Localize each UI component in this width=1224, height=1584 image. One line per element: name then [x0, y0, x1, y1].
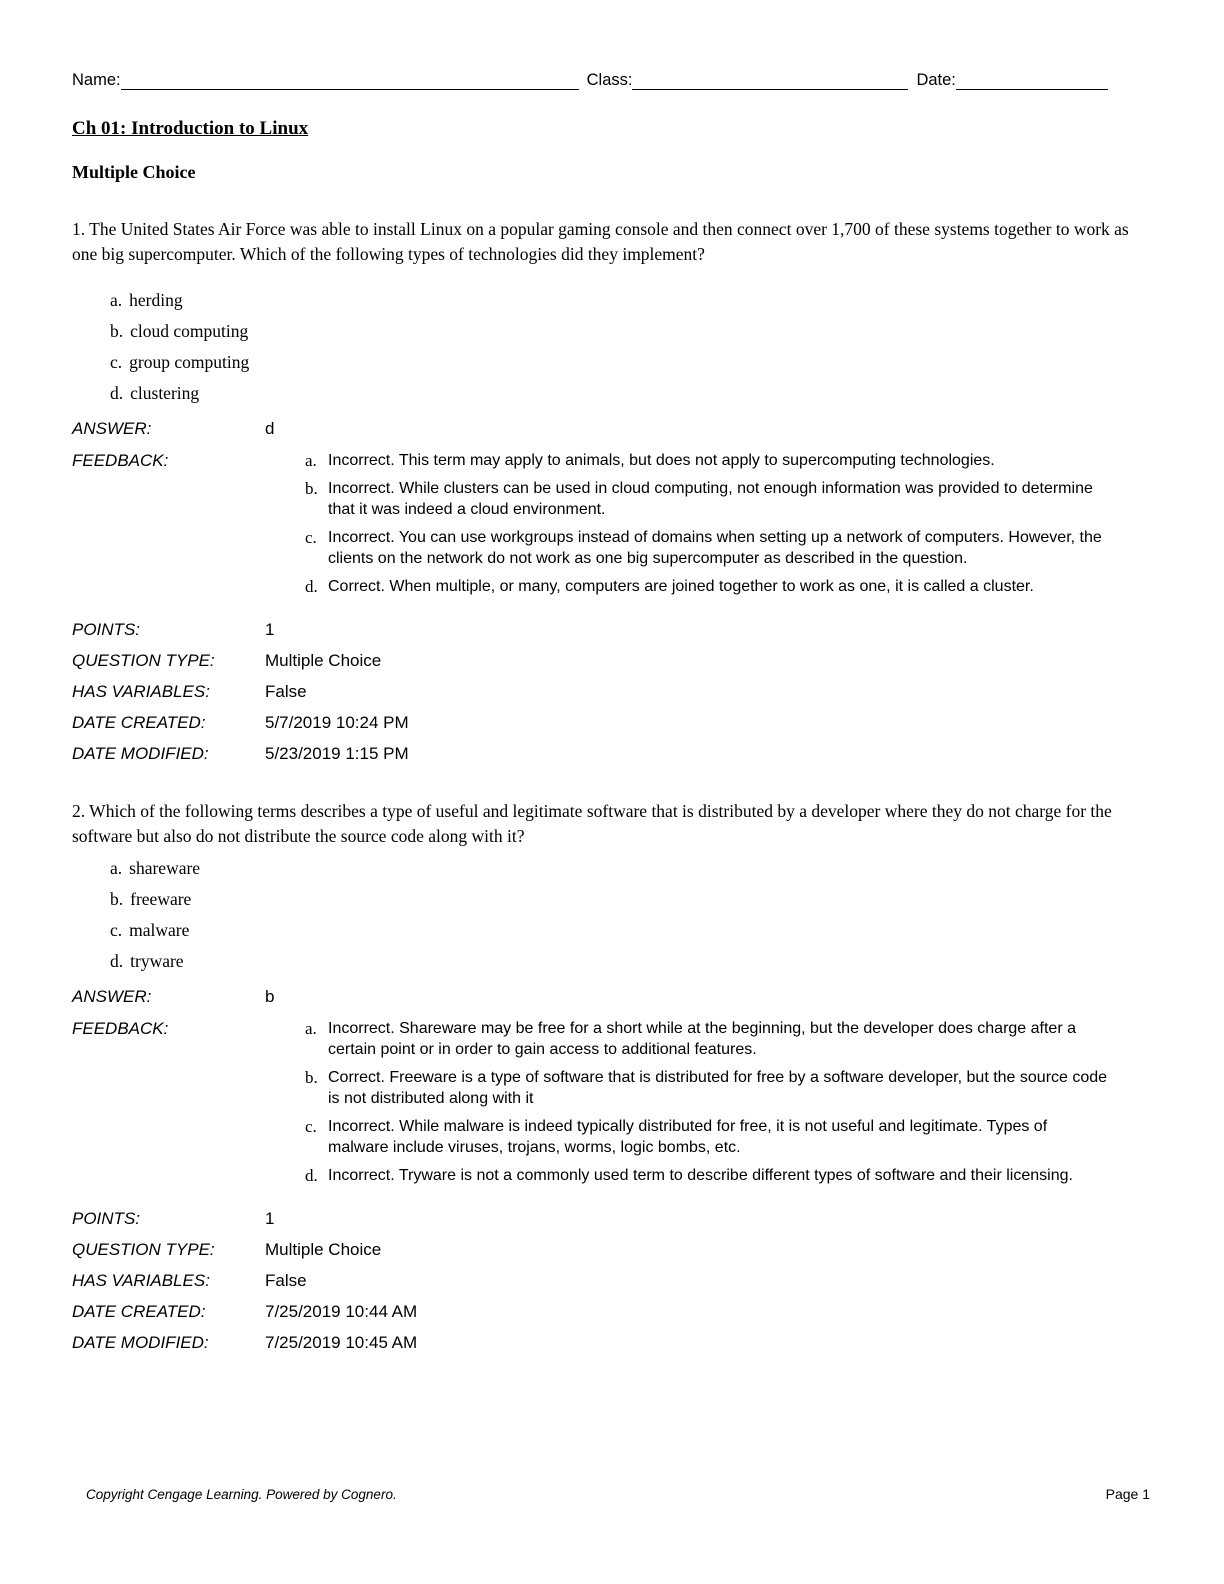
feedback-item-c [305, 527, 1140, 569]
choice-text: group computing [129, 352, 250, 372]
date-created-row [72, 1300, 1140, 1323]
has-variables-label: HAS VARIABLES: [72, 682, 210, 701]
name-fill-line [121, 70, 579, 90]
choice-text: cloud computing [130, 321, 249, 341]
feedback-letter: a. [305, 451, 317, 470]
question-type-value: Multiple Choice [265, 1240, 382, 1259]
feedback-item-d [305, 576, 1140, 597]
date-created-value: 5/7/2019 10:24 PM [265, 713, 409, 732]
question-text: 2. Which of the following terms describes a type of useful and legitimate software that is distributed by a developer where they do not charge for the software but also do not distribute the source code along with it? [72, 801, 1112, 846]
choice-letter: a. [110, 290, 123, 310]
page-number: Page 1 [1105, 1486, 1150, 1502]
points-row [72, 618, 1140, 641]
fill-in-header [72, 70, 1140, 90]
question-type-label: QUESTION TYPE: [72, 651, 215, 670]
date-modified-value: 7/25/2019 10:45 AM [265, 1333, 418, 1352]
feedback-text: Correct. Freeware is a type of software that is distributed for free by a software developer, but the source code is not distributed along with it [328, 1069, 1108, 1107]
choice-text: shareware [129, 858, 201, 878]
feedback-text: Incorrect. While malware is indeed typically distributed for free, it is not useful and legitimate. Types of malware include viruses, trojans, worms, logic bombs, etc. [328, 1118, 1048, 1156]
feedback-item-b [305, 1067, 1140, 1109]
choice-b [110, 320, 1140, 343]
date-modified-row [72, 1331, 1140, 1354]
has-variables-row [72, 680, 1140, 703]
feedback-letter: b. [305, 479, 318, 498]
page-footer [86, 1486, 1150, 1502]
feedback-letter: c. [305, 1117, 317, 1136]
choice-c [110, 351, 1140, 374]
answer-row [72, 417, 1140, 440]
choice-a [110, 289, 1140, 312]
choice-d [110, 382, 1140, 405]
feedback-row [72, 448, 1140, 604]
class-label: Class: [586, 71, 633, 89]
feedback-letter: d. [305, 1166, 318, 1185]
answer-row [72, 985, 1140, 1008]
feedback-text: Incorrect. While clusters can be used in cloud computing, not enough information was provided to determine that it was indeed a cloud environment. [328, 480, 1093, 518]
question-text: 1. The United States Air Force was able to install Linux on a popular gaming console and then connect over 1,700 of these systems together to work as one big supercomputer. Which of the following types of technologies did they implement? [72, 219, 1129, 264]
choice-list [110, 289, 1140, 405]
class-fill-line [632, 70, 908, 90]
choice-text: freeware [130, 889, 192, 909]
question-block-1 [72, 217, 1140, 765]
has-variables-value: False [265, 1271, 307, 1290]
has-variables-row [72, 1269, 1140, 1292]
feedback-label: FEEDBACK: [72, 1019, 169, 1038]
feedback-item-c [305, 1116, 1140, 1158]
question-type-row [72, 1238, 1140, 1261]
chapter-title: Ch 01: Introduction to Linux [72, 118, 309, 139]
choice-a [110, 857, 1140, 880]
answer-value: d [265, 419, 275, 438]
has-variables-value: False [265, 682, 307, 701]
feedback-item-d [305, 1165, 1140, 1186]
question-metadata [72, 618, 1140, 765]
choice-c [110, 919, 1140, 942]
question-block-2 [72, 799, 1140, 1354]
feedback-item-b [305, 478, 1140, 520]
date-modified-label: DATE MODIFIED: [72, 1333, 209, 1352]
date-created-label: DATE CREATED: [72, 1302, 206, 1321]
feedback-letter: d. [305, 577, 318, 596]
choice-b [110, 888, 1140, 911]
choice-letter: c. [110, 920, 123, 940]
date-label: Date: [916, 71, 956, 89]
date-created-row [72, 711, 1140, 734]
date-modified-value: 5/23/2019 1:15 PM [265, 744, 409, 763]
choice-text: malware [129, 920, 190, 940]
points-value: 1 [265, 620, 275, 639]
feedback-text: Incorrect. You can use workgroups instead of domains when setting up a network of computers. However, the clients on the network do not work as one big supercomputer as described in the question. [328, 529, 1102, 567]
feedback-text: Correct. When multiple, or many, computers are joined together to work as one, it is called a cluster. [328, 578, 1034, 595]
points-label: POINTS: [72, 620, 141, 639]
choice-text: clustering [130, 383, 200, 403]
choice-letter: d. [110, 951, 124, 971]
choice-letter: b. [110, 321, 124, 341]
section-heading: Multiple Choice [72, 162, 196, 182]
date-fill-line [956, 70, 1108, 90]
name-label: Name: [72, 71, 121, 89]
choice-d [110, 950, 1140, 973]
feedback-text: Incorrect. This term may apply to animals, but does not apply to supercomputing technologies. [328, 452, 995, 469]
choice-letter: c. [110, 352, 123, 372]
copyright-text: Copyright Cengage Learning. Powered by Cognero. [86, 1487, 397, 1502]
answer-label: ANSWER: [72, 419, 152, 438]
answer-label: ANSWER: [72, 987, 152, 1006]
feedback-letter: b. [305, 1068, 318, 1087]
choice-letter: d. [110, 383, 124, 403]
feedback-letter: c. [305, 528, 317, 547]
points-value: 1 [265, 1209, 275, 1228]
feedback-label: FEEDBACK: [72, 451, 169, 470]
feedback-item-a [305, 450, 1140, 471]
points-label: POINTS: [72, 1209, 141, 1228]
date-modified-row [72, 742, 1140, 765]
feedback-list [265, 448, 1140, 604]
feedback-letter: a. [305, 1019, 317, 1038]
feedback-text: Incorrect. Shareware may be free for a short while at the beginning, but the developer does charge after a certain point or in order to gain access to additional features. [328, 1020, 1076, 1058]
choice-list [110, 857, 1140, 973]
date-created-label: DATE CREATED: [72, 713, 206, 732]
question-type-value: Multiple Choice [265, 651, 382, 670]
choice-letter: a. [110, 858, 123, 878]
feedback-item-a [305, 1018, 1140, 1060]
feedback-text: Incorrect. Tryware is not a commonly used term to describe different types of software and their licensing. [328, 1167, 1073, 1184]
choice-text: tryware [130, 951, 184, 971]
date-modified-label: DATE MODIFIED: [72, 744, 209, 763]
feedback-row [72, 1016, 1140, 1193]
question-metadata [72, 1207, 1140, 1354]
question-type-label: QUESTION TYPE: [72, 1240, 215, 1259]
question-type-row [72, 649, 1140, 672]
choice-letter: b. [110, 889, 124, 909]
has-variables-label: HAS VARIABLES: [72, 1271, 210, 1290]
answer-value: b [265, 987, 275, 1006]
points-row [72, 1207, 1140, 1230]
choice-text: herding [129, 290, 183, 310]
feedback-list [265, 1016, 1140, 1193]
date-created-value: 7/25/2019 10:44 AM [265, 1302, 418, 1321]
